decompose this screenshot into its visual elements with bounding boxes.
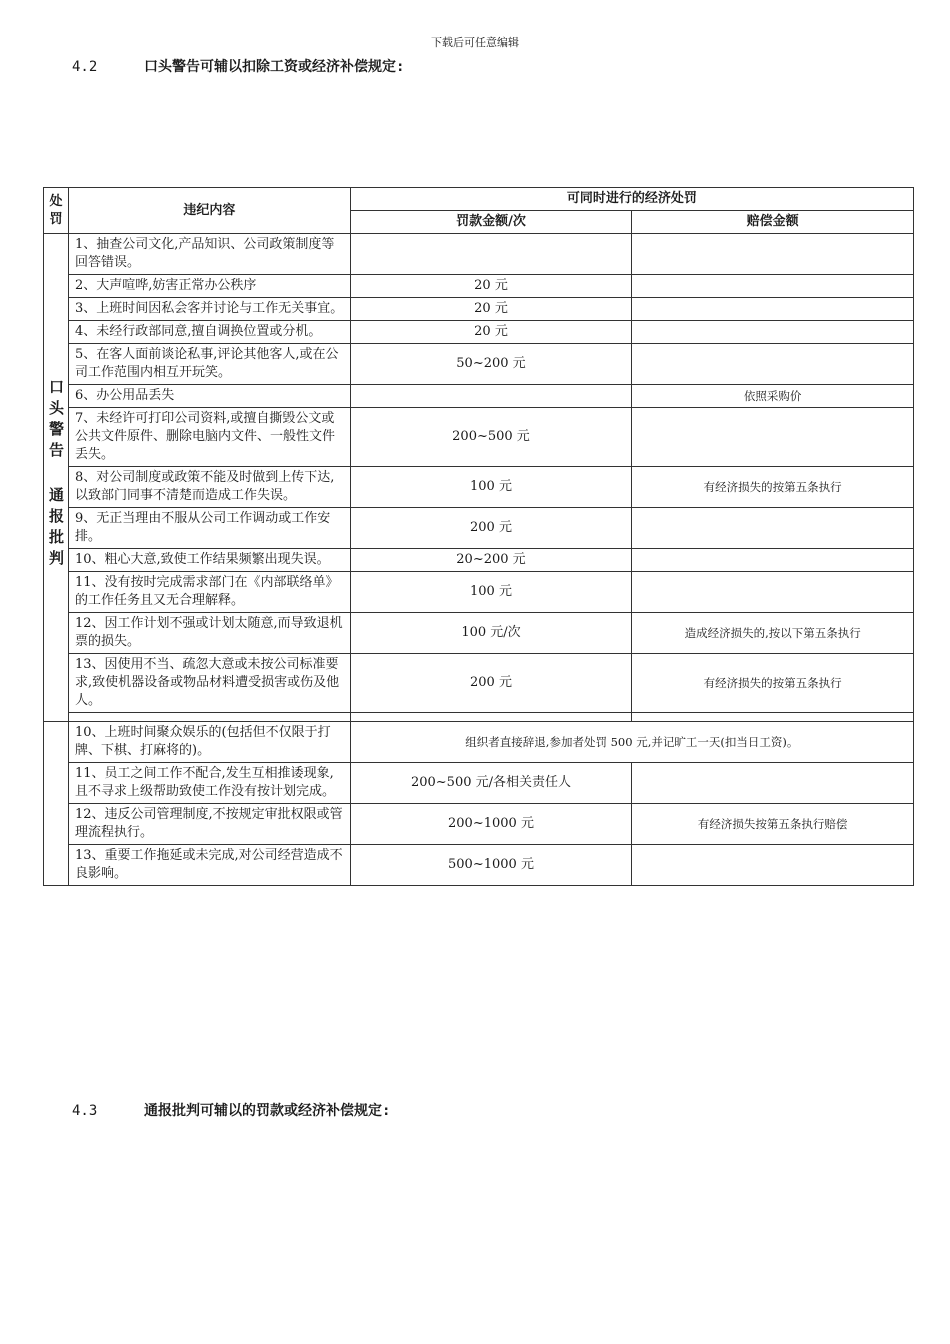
spacer-cell [69, 713, 351, 722]
table-row-fine: 500~1000 元 [350, 845, 632, 886]
table-row-content: 12、因工作计划不强或计划太随意,而导致退机票的损失。 [69, 613, 351, 654]
table-row-content: 5、在客人面前谈论私事,评论其他客人,或在公司工作范围内相互开玩笑。 [69, 344, 351, 385]
table-row-comp [632, 344, 914, 385]
category-cell-lower [44, 722, 69, 886]
table-row-comp [632, 763, 914, 804]
category-cell [44, 234, 69, 722]
table-row-content: 11、员工之间工作不配合,发生互相推诿现象,且不寻求上级帮助致使工作没有按计划完成。 [69, 763, 351, 804]
table-row-fine: 20 元 [350, 321, 632, 344]
table-row-comp [632, 572, 914, 613]
table-row-fine: 200~1000 元 [350, 804, 632, 845]
header-compensation: 赔偿金额 [632, 211, 914, 234]
table-row-fine: 20 元 [350, 298, 632, 321]
table-row-fine: 100 元/次 [350, 613, 632, 654]
spacer-cell [632, 713, 914, 722]
table-row-fine: 100 元 [350, 467, 632, 508]
section-heading-4-2 [72, 56, 404, 76]
table-row-fine: 50~200 元 [350, 344, 632, 385]
header-content: 违纪内容 [69, 188, 351, 234]
category-label: 口头警告 通报批判 [47, 378, 65, 571]
table-row-content: 9、无正当理由不服从公司工作调动或工作安排。 [69, 508, 351, 549]
header-category: 处罚 [44, 188, 69, 234]
section-title: 通报批判可辅以的罚款或经济补偿规定: [144, 1103, 391, 1119]
table-row-content: 4、未经行政部同意,擅自调换位置或分机。 [69, 321, 351, 344]
spacer-cell [350, 713, 632, 722]
table-row-fine: 100 元 [350, 572, 632, 613]
table-row-content: 12、违反公司管理制度,不按规定审批权限或管理流程执行。 [69, 804, 351, 845]
table-row-comp [632, 275, 914, 298]
header-economic: 可同时进行的经济处罚 [350, 188, 913, 211]
penalty-table [43, 187, 914, 886]
table-row-comp [632, 408, 914, 467]
table-row-comp: 有经济损失的按第五条执行 [632, 467, 914, 508]
table-row-comp: 依照采购价 [632, 385, 914, 408]
table-row-comp [632, 298, 914, 321]
table-row-content: 10、粗心大意,致使工作结果频繁出现失误。 [69, 549, 351, 572]
section-number: 4.3 [72, 1103, 98, 1119]
table-row-content: 2、大声喧哗,妨害正常办公秩序 [69, 275, 351, 298]
header-fine: 罚款金额/次 [350, 211, 632, 234]
section-title: 口头警告可辅以扣除工资或经济补偿规定: [144, 59, 405, 75]
table-row-content: 10、上班时间聚众娱乐的(包括但不仅限于打牌、下棋、打麻将的)。 [69, 722, 351, 763]
table-row-fine: 200 元 [350, 654, 632, 713]
table-row-content: 6、办公用品丢失 [69, 385, 351, 408]
table-row-comp: 造成经济损失的,按以下第五条执行 [632, 613, 914, 654]
table-row-fine: 200 元 [350, 508, 632, 549]
top-note: 下载后可任意编辑 [431, 36, 519, 49]
table-row-content: 3、上班时间因私会客并讨论与工作无关事宜。 [69, 298, 351, 321]
table-row-fine: 200~500 元 [350, 408, 632, 467]
table-row-comp [632, 234, 914, 275]
section-number: 4.2 [72, 59, 98, 75]
table-row-fine [350, 385, 632, 408]
table-row-fine [350, 234, 632, 275]
table-row-content: 7、未经许可打印公司资料,或擅自撕毁公文或公共文件原件、删除电脑内文件、一般性文件丢失。 [69, 408, 351, 467]
table-row-comp: 有经济损失按第五条执行赔偿 [632, 804, 914, 845]
table-row-fine: 20~200 元 [350, 549, 632, 572]
table-row-content: 13、因使用不当、疏忽大意或未按公司标准要求,致使机器设备或物品材料遭受损害或伤及他人。 [69, 654, 351, 713]
section-heading-4-3 [72, 1100, 390, 1120]
table-row-content: 1、抽查公司文化,产品知识、公司政策制度等回答错误。 [69, 234, 351, 275]
table-row-comp [632, 321, 914, 344]
table-row-content: 11、没有按时完成需求部门在《内部联络单》的工作任务且又无合理解释。 [69, 572, 351, 613]
table-row-comp: 有经济损失的按第五条执行 [632, 654, 914, 713]
table-row-content: 8、对公司制度或政策不能及时做到上传下达,以致部门同事不清楚而造成工作失误。 [69, 467, 351, 508]
table-row-content: 13、重要工作拖延或未完成,对公司经营造成不良影响。 [69, 845, 351, 886]
table-row-fine: 200~500 元/各相关责任人 [350, 763, 632, 804]
table-row-fine: 20 元 [350, 275, 632, 298]
table-row-comp [632, 508, 914, 549]
table-row-comp [632, 845, 914, 886]
table-row-comp [632, 549, 914, 572]
table-row-merged: 组织者直接辞退,参加者处罚 500 元,并记旷工一天(扣当日工资)。 [350, 722, 913, 763]
